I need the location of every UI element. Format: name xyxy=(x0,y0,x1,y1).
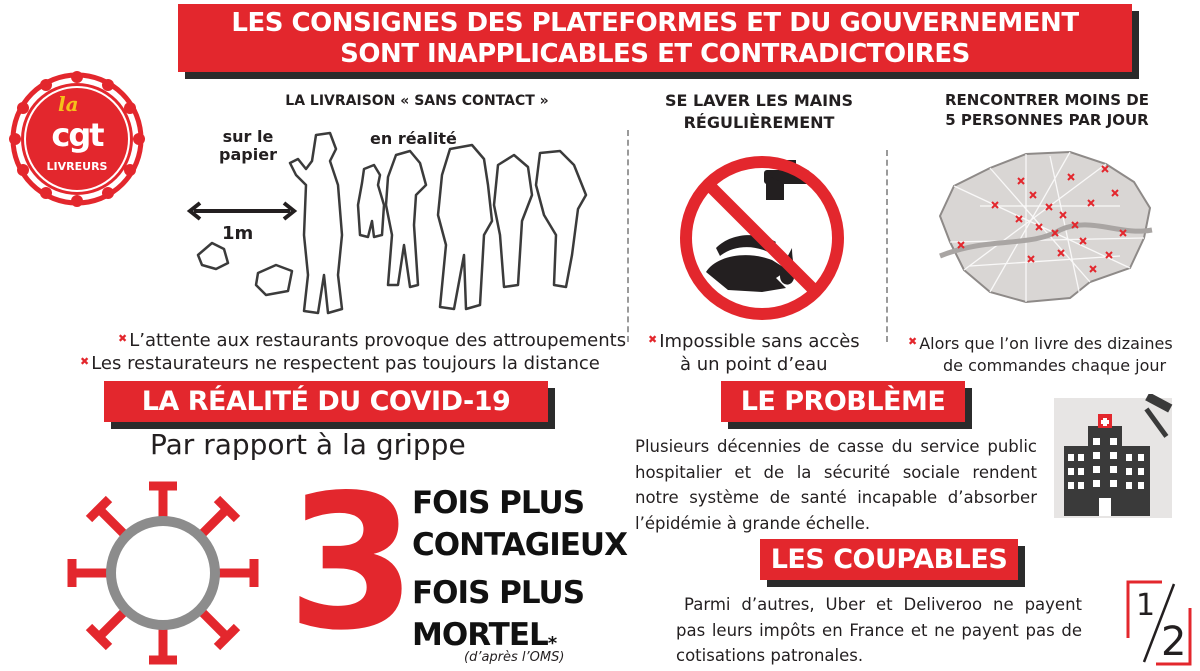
big-number-3: 3 xyxy=(287,454,411,671)
rencontrer-title-2: 5 PERSONNES PAR JOUR xyxy=(945,111,1149,130)
probleme-banner: LE PROBLÈME xyxy=(721,381,965,422)
coupables-banner: LES COUPABLES xyxy=(760,539,1018,580)
rencontrer-bullet xyxy=(908,333,1198,376)
rencontrer-bullet-2: de commandes chaque jour xyxy=(943,355,1167,375)
probleme-text: Plusieurs décennies de casse du service public hospitalier et de la sécurité sociale rendent notre système de santé incapable d’absorber l’épidémie à grande échelle. xyxy=(635,437,1037,533)
logo-cgt: cgt xyxy=(51,116,103,154)
mains-bullet-1: Impossible sans accès xyxy=(659,331,860,352)
bullet-mark-icon: ✖ xyxy=(118,332,128,345)
mains-bullet xyxy=(648,330,873,376)
distance-label: 1m xyxy=(222,223,254,244)
rencontrer-bullet-1: Alors que l’on livre des dizaines xyxy=(919,334,1173,353)
page-numerator: 1 xyxy=(1136,588,1156,623)
mortel xyxy=(412,617,557,654)
source-note: (d’après l’OMS) xyxy=(464,650,565,665)
hospital-icon xyxy=(1050,394,1176,522)
mains-title-1: SE LAVER LES MAINS xyxy=(664,91,854,110)
divider-2 xyxy=(886,150,888,342)
mortel-text: MORTEL xyxy=(412,617,548,653)
livraison-bullet-2-text: Les restaurateurs ne respectent pas toujours la distance xyxy=(91,353,600,374)
logo-la: la xyxy=(58,92,79,116)
contagieux: CONTAGIEUX xyxy=(412,527,628,563)
en-realite-label: en réalité xyxy=(370,129,457,148)
bullet-mark-icon: ✖ xyxy=(648,333,658,346)
header-line-1: LES CONSIGNES DES PLATEFORMES ET DU GOUVERNEMENT xyxy=(231,8,1079,38)
mortel-asterisk: * xyxy=(547,633,557,654)
covid-subtitle: Par rapport à la grippe xyxy=(150,428,466,461)
delivery-people-illustration xyxy=(188,125,620,325)
header-banner xyxy=(178,4,1132,72)
divider-1 xyxy=(627,130,629,342)
livraison-title: LA LIVRAISON « SANS CONTACT » xyxy=(285,93,549,109)
covid-banner: LA RÉALITÉ DU COVID-19 xyxy=(104,381,548,422)
livraison-bullet-1 xyxy=(118,329,626,352)
livraison-bullet-1-text: L’attente aux restaurants provoque des attroupements xyxy=(129,330,627,351)
logo-livreurs: LIVREURS xyxy=(46,160,108,173)
rencontrer-title-1: RENCONTRER MOINS DE xyxy=(944,91,1149,109)
fois-plus-1: FOIS PLUS xyxy=(412,485,585,521)
fois-plus-2: FOIS PLUS xyxy=(412,575,585,611)
page-denominator: 2 xyxy=(1161,619,1187,665)
mains-title-2: RÉGULIÈREMENT xyxy=(683,112,835,132)
mains-bullet-2: à un point d’eau xyxy=(680,354,828,376)
cgt-logo xyxy=(8,70,146,208)
livraison-bullet-2 xyxy=(80,352,600,375)
coupables-text: Parmi d’autres, Uber et Deliveroo ne payent pas leurs impôts en France et ne payent pas de cotisations patronales. xyxy=(676,595,1082,666)
header-line-2: SONT INAPPLICABLES ET CONTRADICTOIRES xyxy=(340,39,970,69)
paris-map-icon xyxy=(930,146,1162,316)
virus-icon xyxy=(64,478,262,668)
sur-le-papier-text: sur le papier xyxy=(219,127,277,165)
mains-title xyxy=(650,90,868,133)
bullet-mark-icon: ✖ xyxy=(908,335,918,348)
bullet-mark-icon: ✖ xyxy=(80,355,90,368)
no-handwashing-icon xyxy=(676,152,848,324)
rencontrer-title xyxy=(924,90,1170,131)
